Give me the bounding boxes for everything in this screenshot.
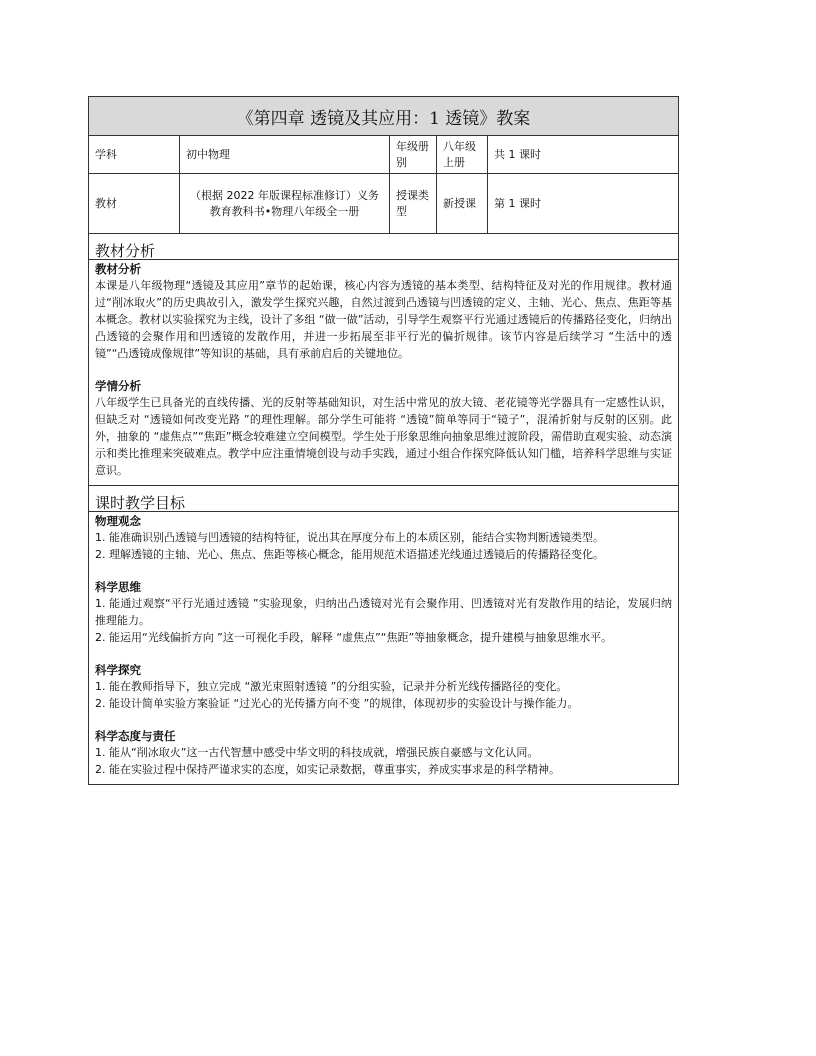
lesson-type-label: 授课类型 — [390, 174, 437, 234]
analysis-heading: 教材分析 — [89, 234, 678, 260]
objective-group-title: 科学态度与责任 — [95, 729, 176, 743]
objective-item: 2. 理解透镜的主轴、光心、焦点、焦距等核心概念，能用规范术语描述光线通过透镜后的传播路径变化。 — [95, 548, 604, 561]
document-title: 《第四章 透镜及其应用：1 透镜》教案 — [89, 97, 678, 136]
student-analysis-text: 八年级学生已具备光的直线传播、光的反射等基础知识，对生活中常见的放大镜、老花镜等光学器具有一定感性认识，但缺乏对 “透镜如何改变光路 ”的理性理解。部分学生可能将 “透镜”简单等同于“镜子”，混淆折射与反射的区别。此外，抽象的 “虚焦点”“焦距”概念较难建立空间模型。学生处于形象思维向抽象思维过渡阶段，需借助直观实验、动态演示和类比推理来突破难点。教学中应注重情境创设与动手实践，通过小组合作探究降低认知门槛，培养科学思维与实证意识。 — [95, 396, 672, 477]
lesson-type-value: 新授课 — [437, 174, 488, 234]
objective-item: 1. 能准确识别凸透镜与凹透镜的结构特征，说出其在厚度分布上的本质区别，能结合实物判断透镜类型。 — [95, 531, 604, 544]
objective-item: 1. 能从“削冰取火”这一古代智慧中感受中华文明的科技成就，增强民族自豪感与文化认同。 — [95, 746, 539, 759]
analysis-body — [89, 260, 678, 486]
objective-group-title: 科学思维 — [95, 580, 141, 594]
objective-item: 2. 能运用“光线偏折方向 ”这一可视化手段，解释 “虚焦点”“焦距”等抽象概念，提升建模与抽象思维水平。 — [95, 631, 613, 644]
student-analysis-title: 学情分析 — [95, 379, 141, 393]
info-table — [89, 136, 678, 234]
objective-item: 1. 能通过观察“平行光通过透镜 ”实验现象，归纳出凸透镜对光有会聚作用、凹透镜对光有发散作用的结论，发展归纳推理能力。 — [95, 597, 672, 627]
textbook-analysis-title: 教材分析 — [95, 262, 141, 276]
objective-item: 2. 能设计简单实验方案验证 “过光心的光传播方向不变 ”的规律，体现初步的实验设计与操作能力。 — [95, 697, 579, 710]
objective-group-title: 物理观念 — [95, 514, 141, 528]
objective-item: 2. 能在实验过程中保持严谨求实的态度，如实记录数据，尊重事实，养成实事求是的科学精神。 — [95, 763, 560, 776]
textbook-value: （根据 2022 年版课程标准修订）义务教育教科书•物理八年级全一册 — [180, 174, 390, 234]
period-number: 第 1 课时 — [488, 174, 678, 234]
objective-group-title: 科学探究 — [95, 663, 141, 677]
total-periods: 共 1 课时 — [488, 136, 678, 174]
lesson-plan-document — [88, 96, 679, 785]
objective-item: 1. 能在教师指导下，独立完成 “激光束照射透镜 ”的分组实验，记录并分析光线传播路径的变化。 — [95, 680, 568, 693]
subject-value: 初中物理 — [180, 136, 390, 174]
objectives-heading: 课时教学目标 — [89, 486, 678, 512]
textbook-analysis-text: 本课是八年级物理“透镜及其应用”章节的起始课，核心内容为透镜的基本类型、结构特征及对光的作用规律。教材通过“削冰取火”的历史典故引入，激发学生探究兴趣，自然过渡到凸透镜与凹透镜的定义、主轴、光心、焦点、焦距等基本概念。教材以实验探究为主线，设计了多组 “做一做”活动，引导学生观察平行光通过透镜后的传播路径变化，归纳出凸透镜的会聚作用和凹透镜的发散作用，并进一步拓展至非平行光的偏折规律。该节内容是后续学习 “生活中的透镜”“凸透镜成像规律”等知识的基础，具有承前启后的关键地位。 — [95, 279, 672, 360]
grade-value: 八年级上册 — [437, 136, 488, 174]
subject-label: 学科 — [89, 136, 180, 174]
textbook-label: 教材 — [89, 174, 180, 234]
objectives-body — [89, 512, 678, 784]
grade-label: 年级册别 — [390, 136, 437, 174]
